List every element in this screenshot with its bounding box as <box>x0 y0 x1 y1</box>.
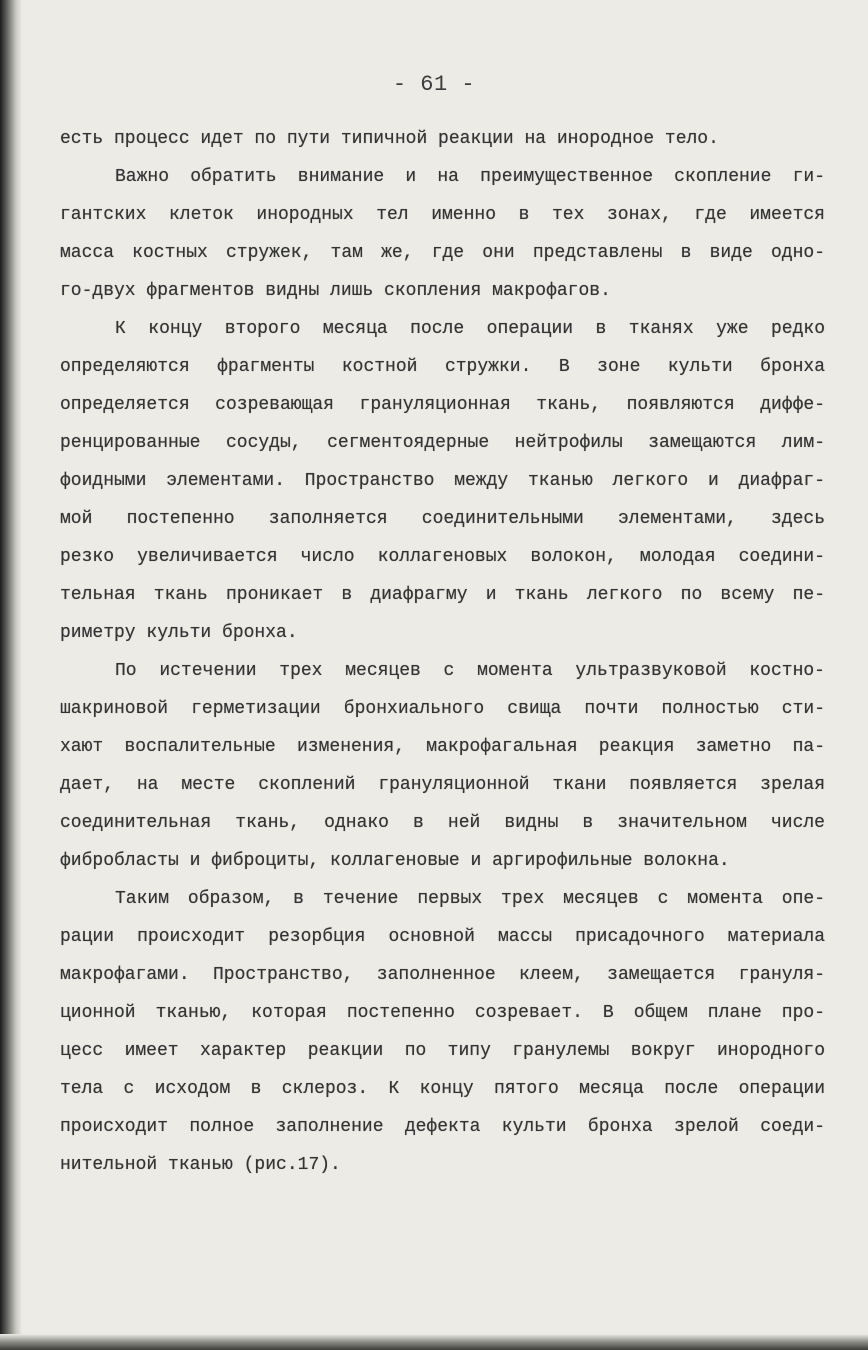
text-line: резко увеличивается число коллагеновых волокон, молодая соедини- <box>60 547 825 567</box>
text-line: определяется созревающая грануляционная ткань, появляются диффе- <box>60 395 825 415</box>
text-line: тела с исходом в склероз. К концу пятого месяца после операции <box>60 1079 825 1099</box>
text-line: мой постепенно заполняется соединительными элементами, здесь <box>60 509 825 529</box>
text-line: фоидными элементами. Пространство между тканью легкого и диафраг- <box>60 471 825 491</box>
text-line: масса костных стружек, там же, где они представлены в виде одно- <box>60 243 825 263</box>
text-line: фибробласты и фиброциты, коллагеновые и аргирофильные волокна. <box>60 851 730 871</box>
text-line: К концу второго месяца после операции в тканях уже редко <box>115 319 825 339</box>
page-bottom-shadow <box>0 1334 868 1350</box>
text-line: го-двух фрагментов видны лишь скопления макрофагов. <box>60 281 611 301</box>
text-line: тельная ткань проникает в диафрагму и ткань легкого по всему пе- <box>60 585 825 605</box>
text-line: дает, на месте скоплений грануляционной ткани появляется зрелая <box>60 775 825 795</box>
page-number: - 61 - <box>392 72 476 97</box>
text-line: ренцированные сосуды, сегментоядерные нейтрофилы замещаются лим- <box>60 433 825 453</box>
text-line: хают воспалительные изменения, макрофагальная реакция заметно па- <box>60 737 825 757</box>
text-line: По истечении трех месяцев с момента ультразвуковой костно- <box>115 661 825 681</box>
text-line: Таким образом, в течение первых трех месяцев с момента опе- <box>115 889 825 909</box>
text-line: ционной тканью, которая постепенно созревает. В общем плане про- <box>60 1003 825 1023</box>
text-line: макрофагами. Пространство, заполненное клеем, замещается грануля- <box>60 965 825 985</box>
text-line: риметру культи бронха. <box>60 623 298 643</box>
text-line: соединительная ткань, однако в ней видны в значительном числе <box>60 813 825 833</box>
text-line: есть процесс идет по пути типичной реакции на инородное тело. <box>60 129 719 149</box>
text-line: Важно обратить внимание и на преимущественное скопление ги- <box>115 167 825 187</box>
text-line: происходит полное заполнение дефекта культи бронха зрелой соеди- <box>60 1117 825 1137</box>
body-text <box>60 120 825 1184</box>
text-line: рации происходит резорбция основной массы присадочного материала <box>60 927 825 947</box>
text-line: определяются фрагменты костной стружки. В зоне культи бронха <box>60 357 825 377</box>
text-line: шакриновой герметизации бронхиального свища почти полностью сти- <box>60 699 825 719</box>
text-line: гантских клеток инородных тел именно в тех зонах, где имеется <box>60 205 825 225</box>
page-left-shadow <box>0 0 22 1350</box>
text-line: цесс имеет характер реакции по типу гранулемы вокруг инородного <box>60 1041 825 1061</box>
text-line: нительной тканью (рис.17). <box>60 1155 341 1175</box>
